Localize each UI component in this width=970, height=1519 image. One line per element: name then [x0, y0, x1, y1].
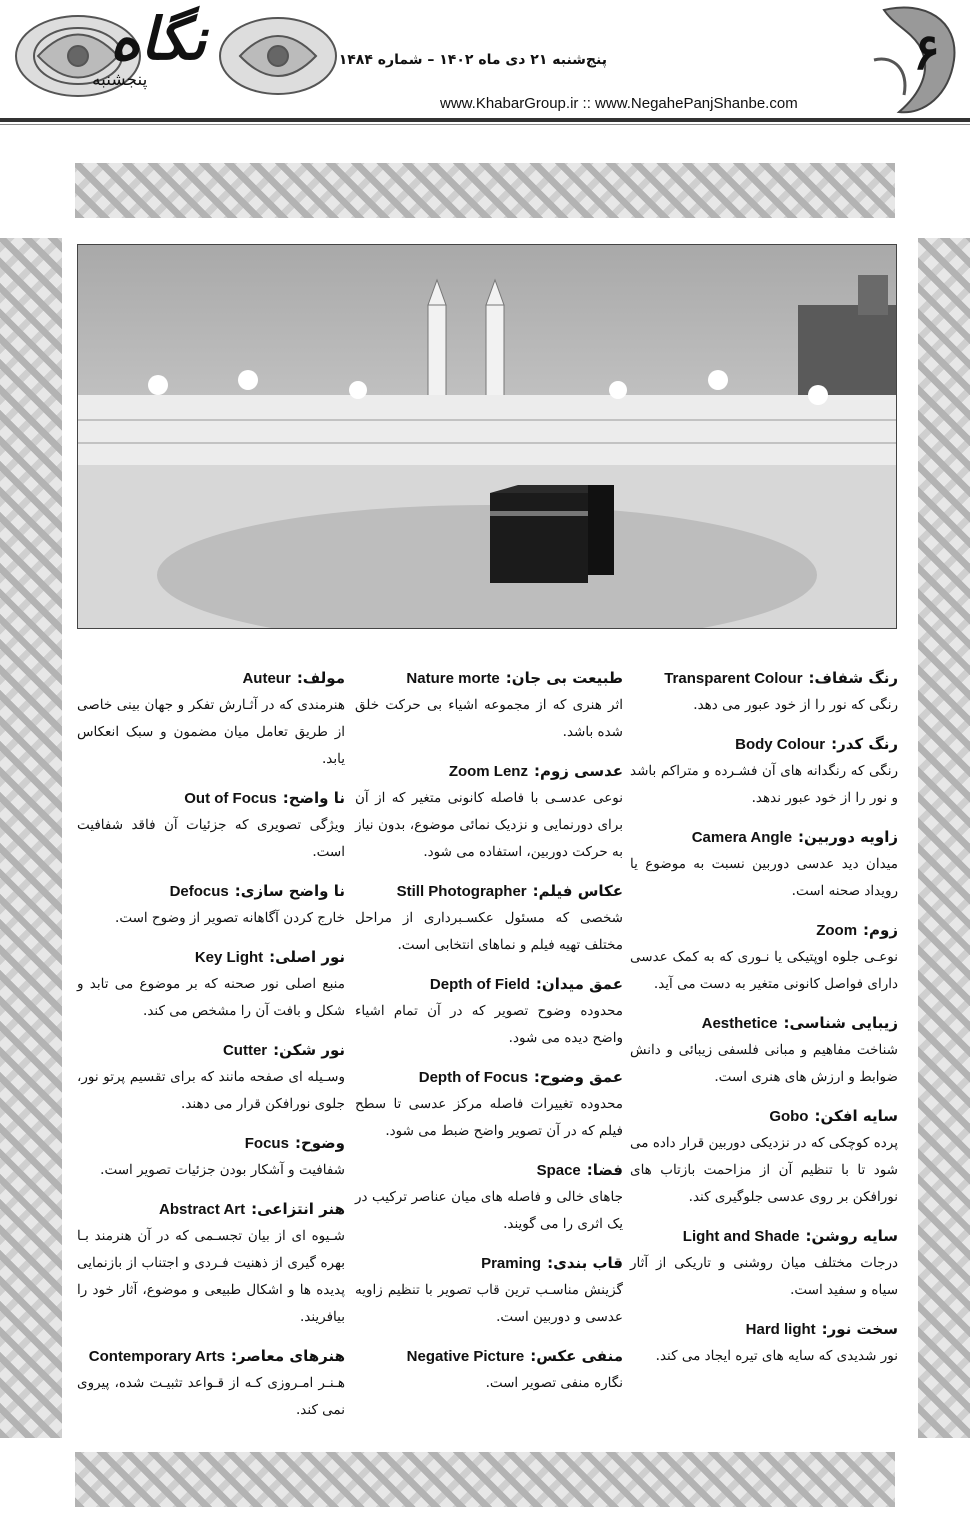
page-header	[0, 0, 970, 132]
bottom-pattern-band	[75, 1452, 895, 1507]
website-links[interactable]: www.KhabarGroup.ir :: www.NegahePanjShanbe.com	[440, 95, 798, 112]
page-number: ۶	[913, 22, 940, 81]
glossary-entry	[77, 1343, 345, 1424]
term-english: Negative Picture	[406, 1348, 525, 1365]
term-persian: فضا:	[586, 1161, 623, 1179]
term-english: Camera Angle	[691, 829, 793, 846]
term-english: Transparent Colour	[664, 670, 803, 687]
term-persian: زوم:	[863, 921, 898, 939]
term-definition: گزینش مناسـب ترین قاب تصویر با تنظیم زاویه عدسی و دوربین است.	[355, 1282, 623, 1325]
glossary-entry	[355, 971, 623, 1052]
term-english: Cutter	[222, 1042, 268, 1059]
glossary-term	[355, 971, 623, 998]
glossary-entry	[355, 1343, 623, 1397]
glossary-entry	[355, 878, 623, 959]
term-definition: رنگی که رنگدانه های آن فشـرده و متراکم باشد و نور را از خود عبور ندهد.	[630, 763, 898, 806]
glossary-entry	[77, 665, 345, 773]
term-persian: رنگ شفاف:	[808, 669, 898, 687]
top-pattern-band	[75, 163, 895, 218]
left-pattern-border	[0, 238, 62, 1438]
term-english: Contemporary Arts	[88, 1348, 225, 1365]
term-definition: محدوده تغییرات فاصله مرکز عدسی تا سطح فیلم که در آن تصویر واضح ضبط می شود.	[355, 1096, 623, 1139]
term-persian: عمق میدان:	[535, 975, 623, 993]
glossary-entry	[77, 1196, 345, 1331]
glossary-term	[77, 1130, 345, 1157]
term-definition: نور شدیدی که سایه های تیره ایجاد می کند.	[655, 1348, 898, 1364]
glossary-entry	[355, 1157, 623, 1238]
term-english: Out of Focus	[184, 790, 277, 807]
header-rule-thin	[0, 124, 970, 125]
term-english: Gobo	[769, 1108, 809, 1125]
glossary-term	[77, 665, 345, 692]
glossary-term	[630, 665, 898, 692]
glossary-entry	[77, 944, 345, 1025]
glossary-term	[355, 1157, 623, 1184]
term-definition: شناخت مفاهیم و مبانی فلسفی زیبائی و دانش ضوابط و ارزش های هنری است.	[630, 1042, 898, 1085]
glossary-term	[630, 1103, 898, 1130]
term-english: Still Photographer	[396, 883, 527, 900]
glossary-column-right	[630, 665, 898, 1382]
term-definition: رنگی که نور را از خود عبور می دهد.	[693, 697, 898, 713]
term-persian: رنگ کدر:	[831, 735, 898, 753]
term-english: Focus	[244, 1135, 289, 1152]
term-definition: جاهای خالی و فاصله های میان عناصر ترکیب در یک اثری را می گویند.	[355, 1189, 623, 1232]
term-persian: منفی عکس:	[530, 1347, 623, 1365]
term-definition: درجات مختلف میان روشنی و تاریکی از آثار سیاه و سفید است.	[630, 1255, 898, 1298]
term-definition: محدوده وضوح تصویر که در آن تمام اشیاء واضح دیده می شود.	[355, 1003, 623, 1046]
glossary-entry	[77, 785, 345, 866]
term-persian: عدسی زوم:	[533, 762, 623, 780]
term-persian: نا واضح سازی:	[234, 882, 345, 900]
term-english: Zoom Lenz	[448, 763, 528, 780]
term-english: Hard light	[745, 1321, 816, 1338]
glossary-term	[77, 1037, 345, 1064]
term-persian: عمق وضوح:	[533, 1068, 623, 1086]
term-persian: نا واضح:	[282, 789, 345, 807]
term-definition: شخصی که مسئول عکسـبرداری از مراحل مختلف تهیه فیلم و نماهای انتخابی است.	[355, 910, 623, 953]
glossary-entry	[77, 1037, 345, 1118]
term-english: Depth of Field	[429, 976, 530, 993]
term-english: Praming	[481, 1255, 542, 1272]
term-persian: هنر انتزاعی:	[251, 1200, 345, 1218]
term-english: Depth of Focus	[418, 1069, 528, 1086]
term-definition: پرده کوچکی که در نزدیکی دوربین قرار داده می شود تا با تنظیم آن از مزاحمت بازتاب های نورافکن بر روی عدسی جلوگیری کند.	[630, 1135, 898, 1205]
term-persian: طبیعت بی جان:	[505, 669, 623, 687]
term-english: Abstract Art	[158, 1201, 246, 1218]
term-english: Zoom	[816, 922, 858, 939]
glossary-entry	[630, 731, 898, 812]
glossary-term	[77, 944, 345, 971]
glossary-term	[355, 878, 623, 905]
term-persian: هنرهای معاصر:	[230, 1347, 345, 1365]
glossary-term	[630, 1316, 898, 1343]
glossary-column-middle	[355, 665, 623, 1409]
term-persian: نور شکن:	[273, 1041, 345, 1059]
glossary-entry	[630, 1010, 898, 1091]
term-english: Nature morte	[406, 670, 500, 687]
term-english: Light and Shade	[682, 1228, 800, 1245]
glossary-term	[77, 1196, 345, 1223]
term-definition: ویژگی تصویری که جزئیات آن فاقد شفافیت است.	[77, 817, 345, 860]
glossary-term	[77, 1343, 345, 1370]
glossary-entry	[630, 1103, 898, 1211]
glossary-term	[355, 1250, 623, 1277]
glossary-term	[630, 731, 898, 758]
header-rule	[0, 118, 970, 122]
glossary-entry	[77, 878, 345, 932]
term-definition: میدان دید عدسی دوربین نسبت به موضوع یا رویداد صحنه است.	[630, 856, 898, 899]
glossary-term	[630, 917, 898, 944]
newspaper-logo: نگاه	[110, 5, 207, 73]
glossary-entry	[630, 1316, 898, 1370]
term-definition: اثر هنری که از مجموعه اشیاء بی حرکت خلق شده باشد.	[355, 697, 623, 740]
term-persian: سایه افکن:	[814, 1107, 898, 1125]
glossary-entry	[355, 1250, 623, 1331]
glossary-entry	[355, 758, 623, 866]
right-pattern-border	[918, 238, 970, 1438]
glossary-entry	[77, 1130, 345, 1184]
glossary-entry	[630, 917, 898, 998]
glossary-term	[630, 824, 898, 851]
term-definition: خارج کردن آگاهانه تصویر از وضوح است.	[115, 910, 345, 926]
term-persian: زاویه دوربین:	[798, 828, 898, 846]
glossary-term	[630, 1010, 898, 1037]
glossary-term	[355, 758, 623, 785]
glossary-term	[355, 1343, 623, 1370]
term-definition: شـیوه ای از بیان تجسـمی که در آن هنرمند بـا بهره گیری از ذهنیت فـردی و اجتناب از بازنمایی پدیده ها و اشکال طبیعی و موضوع، آثار خود را بیافریند.	[77, 1228, 345, 1325]
logo-subtitle: پنجشنبه	[92, 70, 148, 90]
term-definition: شفافیت و آشکار بودن جزئیات تصویر است.	[100, 1162, 345, 1178]
term-english: Key Light	[194, 949, 264, 966]
term-english: Body Colour	[735, 736, 826, 753]
term-definition: هنرمندی که در آثـارش تفکر و جهان بینی خاصی از طریق تعامل میان مضمون و سبک انعکاس یابد.	[77, 697, 345, 767]
glossary-column-left	[77, 665, 345, 1436]
term-english: Defocus	[169, 883, 229, 900]
term-persian: نور اصلی:	[269, 948, 345, 966]
term-persian: زیبایی شناسی:	[783, 1014, 898, 1032]
term-definition: هـنـر امـروزی کـه از قـواعد تثبیـت شده، پیروی نمی کند.	[77, 1375, 345, 1418]
term-english: Auteur	[242, 670, 291, 687]
term-definition: نگاره منفی تصویر است.	[485, 1375, 623, 1391]
term-definition: منبع اصلی نور صحنه که بر موضوع می تابد و شکل و بافت آن را مشخص می کند.	[77, 976, 345, 1019]
glossary-term	[77, 785, 345, 812]
term-persian: عکاس فیلم:	[532, 882, 623, 900]
term-definition: نوعی عدسـی با فاصله کانونی متغیر که از آن برای دورنمایی و نزدیک نمائی موضوع، بدون نیاز به حرکت دوربین، استفاده می شود.	[355, 790, 623, 860]
term-persian: وضوح:	[294, 1134, 345, 1152]
masjid-al-haram-photo	[77, 244, 897, 629]
issue-date: پنج‌شنبه ۲۱ دی ماه ۱۴۰۲ – شماره ۱۴۸۴	[338, 52, 607, 68]
glossary-term	[355, 665, 623, 692]
term-persian: مولف:	[296, 669, 345, 687]
glossary-entry	[630, 1223, 898, 1304]
term-persian: سایه روشن:	[805, 1227, 898, 1245]
glossary-entry	[355, 665, 623, 746]
term-english: Aesthetice	[701, 1015, 778, 1032]
term-english: Space	[536, 1162, 581, 1179]
glossary-term	[630, 1223, 898, 1250]
glossary-entry	[630, 665, 898, 719]
glossary-term	[77, 878, 345, 905]
glossary-entry	[630, 824, 898, 905]
term-definition: نوعـی جلوه اوپتیکی یا نـوری که به کمک عدسی دارای فواصل کانونی متغیر به دست می آید.	[630, 949, 898, 992]
glossary-term	[355, 1064, 623, 1091]
term-persian: قاب بندی:	[547, 1254, 623, 1272]
term-definition: وسـیله ای صفحه مانند که برای تقسیم پرتو نور، جلوی نورافکن قرار می دهند.	[77, 1069, 345, 1112]
glossary-entry	[355, 1064, 623, 1145]
term-persian: سخت نور:	[821, 1320, 898, 1338]
